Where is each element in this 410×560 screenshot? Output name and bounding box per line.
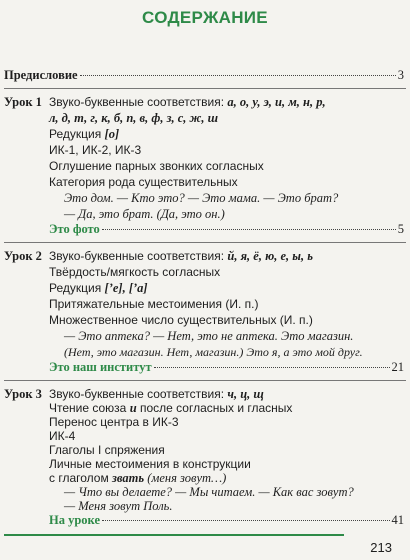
lesson-2-reduction-value: [ʼе], [ʼа] [104, 281, 148, 295]
lesson-1-ik: ИК-1, ИК-2, ИК-3 [49, 143, 142, 157]
lesson-3-heading: Урок 3 [4, 387, 42, 401]
dot-leader [102, 229, 396, 230]
lesson-1-heading: Урок 1 [4, 95, 42, 109]
lesson-3-sounds-label: Звуко-буквенные соответствия: [49, 387, 228, 401]
lesson-1-example-2: — Да, это брат. (Да, это он.) [64, 207, 225, 221]
separator [4, 380, 406, 381]
lesson-3-with-post: (меня зовут…) [144, 471, 227, 485]
lesson-2-reduction-label: Редукция [49, 281, 105, 295]
page-number: 213 [370, 540, 392, 555]
lesson-2-reduction [49, 280, 148, 296]
lesson-2-possessive: Притяжательные местоимения (И. п.) [49, 297, 259, 311]
lesson-1-sounds-label: Звуко-буквенные соответствия: [49, 95, 228, 109]
dot-leader [154, 367, 390, 368]
toc-entry-lesson-3[interactable] [49, 513, 404, 529]
lesson-2-hard-soft: Твёрдость/мягкость согласных [49, 265, 221, 279]
lesson-1-sounds-letters-2: л, д, т, г, к, б, п, в, ф, з, с, ж, ш [49, 111, 219, 125]
dot-leader [80, 75, 396, 76]
preface-page: 3 [397, 68, 404, 82]
lesson-2-heading: Урок 2 [4, 249, 42, 263]
separator [4, 88, 406, 89]
dot-leader [102, 520, 390, 521]
lesson-2-sounds [49, 248, 313, 264]
toc-entry-lesson-1[interactable] [49, 222, 404, 238]
lesson-3-reading-post: после согласных и гласных [136, 401, 293, 415]
toc-entry-lesson-2[interactable] [49, 360, 404, 376]
lesson-1-devoicing: Оглушение парных звонких согласных [49, 159, 264, 173]
lesson-3-with-pre: с глаголом [49, 471, 113, 485]
lesson-3-pronouns: Личные местоимения в конструкции [49, 457, 251, 471]
lesson-3-center: Перенос центра в ИК-3 [49, 415, 179, 429]
lesson-1-sounds-letters: а, о, у, э, и, м, н, р, [227, 95, 326, 109]
lesson-1-sounds [49, 94, 326, 110]
lesson-2-plural: Множественное число существительных (И. п.) [49, 313, 313, 327]
lesson-3-section: На уроке [49, 513, 100, 527]
lesson-3-example-1: — Что вы делаете? — Мы читаем. — Как вас зовут? [64, 485, 354, 499]
lesson-1-sounds-cont [49, 110, 218, 126]
lesson-1-reduction-value: [о] [104, 127, 120, 141]
lesson-3-reading-pre: Чтение союза [49, 401, 130, 415]
lesson-2-sounds-letters: й, я, ё, ю, е, ы, ь [227, 249, 313, 263]
lesson-1-example-1: Это дом. — Кто это? — Это мама. — Это брат? [64, 191, 339, 205]
lesson-2-page: 21 [391, 360, 404, 374]
lesson-3-ik4: ИК-4 [49, 429, 76, 443]
lesson-3-with-verb-word: звать [112, 471, 145, 485]
footer-rule [4, 534, 344, 536]
page-title: СОДЕРЖАНИЕ [142, 8, 268, 27]
lesson-2-example-2: (Нет, это магазин. Нет, магазин.) Это я, а это мой друг. [64, 345, 363, 359]
lesson-1-reduction [49, 126, 119, 142]
lesson-3-reading-conj: и [129, 401, 137, 415]
lesson-1-gender: Категория рода существительных [49, 175, 238, 189]
lesson-2-sounds-label: Звуко-буквенные соответствия: [49, 249, 228, 263]
separator [4, 242, 406, 243]
lesson-3-example-2: — Меня зовут Поль. [64, 499, 173, 513]
lesson-3-sounds-letters: ч, ц, щ [227, 387, 264, 401]
lesson-1-reduction-label: Редукция [49, 127, 105, 141]
toc-entry-preface[interactable] [4, 68, 404, 84]
lesson-2-section: Это наш институт [49, 360, 152, 374]
preface-label: Предисловие [4, 68, 78, 82]
lesson-1-page: 5 [397, 222, 404, 236]
lesson-3-verbs: Глаголы I спряжения [49, 443, 165, 457]
lesson-3-page: 41 [391, 513, 404, 527]
lesson-2-example-1: — Это аптека? — Нет, это не аптека. Это магазин. [64, 329, 354, 343]
lesson-1-section: Это фото [49, 222, 100, 236]
